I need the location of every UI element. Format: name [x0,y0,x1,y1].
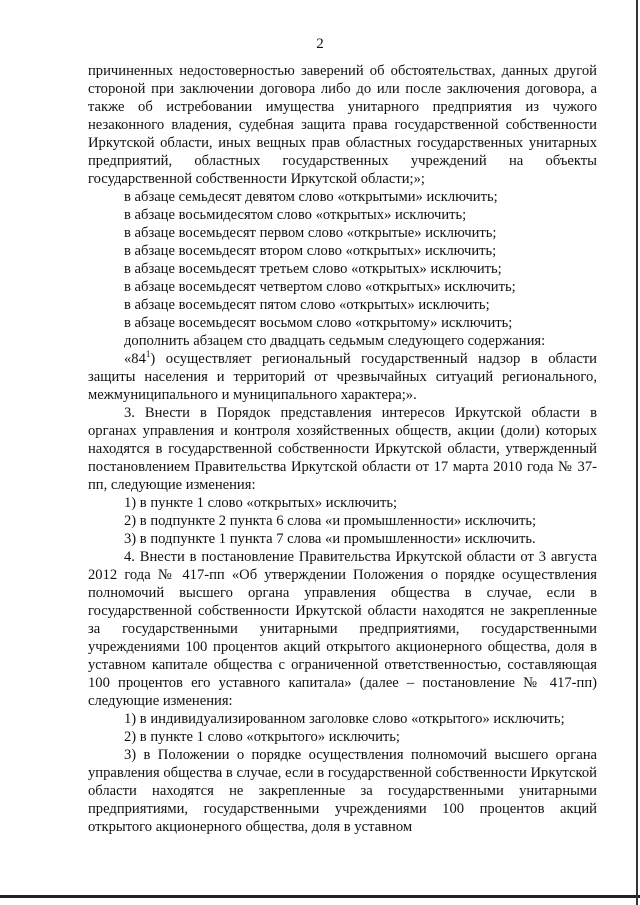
scan-edge-bottom [0,895,640,898]
paragraph: 1) в индивидуализированном заголовке слово «открытого» исключить; [124,711,565,727]
scan-edge-right [636,0,638,905]
paragraph: 3. Внести в Порядок представления интересов Иркутской области в органах управления и контроля хозяйственных обществ, акции (доли) которых находятся в государственной собственности Иркутской области, утвержденный постановлением Правительства Иркутской области от 17 марта 2010 года № 37-пп, следующие изменения: [88,405,597,493]
paragraph: в абзаце восемьдесят первом слово «открытые» исключить; [124,225,497,241]
paragraph: в абзаце семьдесят девятом слово «открытыми» исключить; [124,189,498,205]
paragraph: в абзаце восемьдесят третьем слово «открытых» исключить; [124,261,502,277]
page-number: 2 [316,36,324,52]
paragraph: 2) в подпункте 2 пункта 6 слова «и промышленности» исключить; [124,513,537,529]
paragraph: в абзаце восемьдесят восьмом слово «открытому» исключить; [124,315,513,331]
document-body [88,62,597,836]
paragraph-text: ) осуществляет региональный государственный надзор в области защиты населения и территорий от чрезвычайных ситуаций регионального, межмуниципального и муниципального характера;». [88,351,597,403]
superscript: 1 [145,349,151,360]
paragraph-84-1 [88,350,597,404]
paragraph: дополнить абзацем сто двадцать седьмым следующего содержания: [124,333,546,349]
paragraph: 1) в пункте 1 слово «открытых» исключить; [124,495,398,511]
paragraph: в абзаце восемьдесят четвертом слово «открытых» исключить; [124,279,516,295]
paragraph: 2) в пункте 1 слово «открытого» исключить; [124,729,400,745]
paragraph: 4. Внести в постановление Правительства Иркутской области от 3 августа 2012 года № 417-пп «Об утверждении Положения о порядке осуществления полномочий высшего органа управления общества в случае, если в государственной собственности Иркутской области находятся не закрепленные за государственными унитарными предприятиями, государственными учреждениями 100 процентов акций открытого акционерного общества, доля в уставном капитале общества с ограниченной ответственностью, составляющая 100 процентов его уставного капитала» (далее – постановление № 417-пп) следующие изменения: [88,549,597,709]
paragraph: в абзаце восемьдесят втором слово «открытых» исключить; [124,243,497,259]
paragraph-prefix: «84 [124,351,146,367]
paragraph: причиненных недостоверностью заверений об обстоятельствах, данных другой стороной при заключении договора либо до или после заключения договора, а также об истребовании имущества унитарного предприятия из чужого незаконного владения, судебная защита права государственной собственности Иркутской области, иных вещных прав областных государственных унитарных предприятий, областных государственных учреждений на объекты государственной собственности Иркутской области;»; [88,63,597,187]
paragraph: в абзаце восьмидесятом слово «открытых» исключить; [124,207,467,223]
paragraph: 3) в подпункте 1 пункта 7 слова «и промышленности» исключить. [124,531,536,547]
paragraph: 3) в Положении о порядке осуществления полномочий высшего органа управления общества в случае, если в государственной собственности Иркутской области находятся не закрепленные за государственными унитарными предприятиями, государственными учреждениями 100 процентов акций открытого акционерного общества, доля в уставном [88,747,597,835]
paragraph: в абзаце восемьдесят пятом слово «открытых» исключить; [124,297,490,313]
